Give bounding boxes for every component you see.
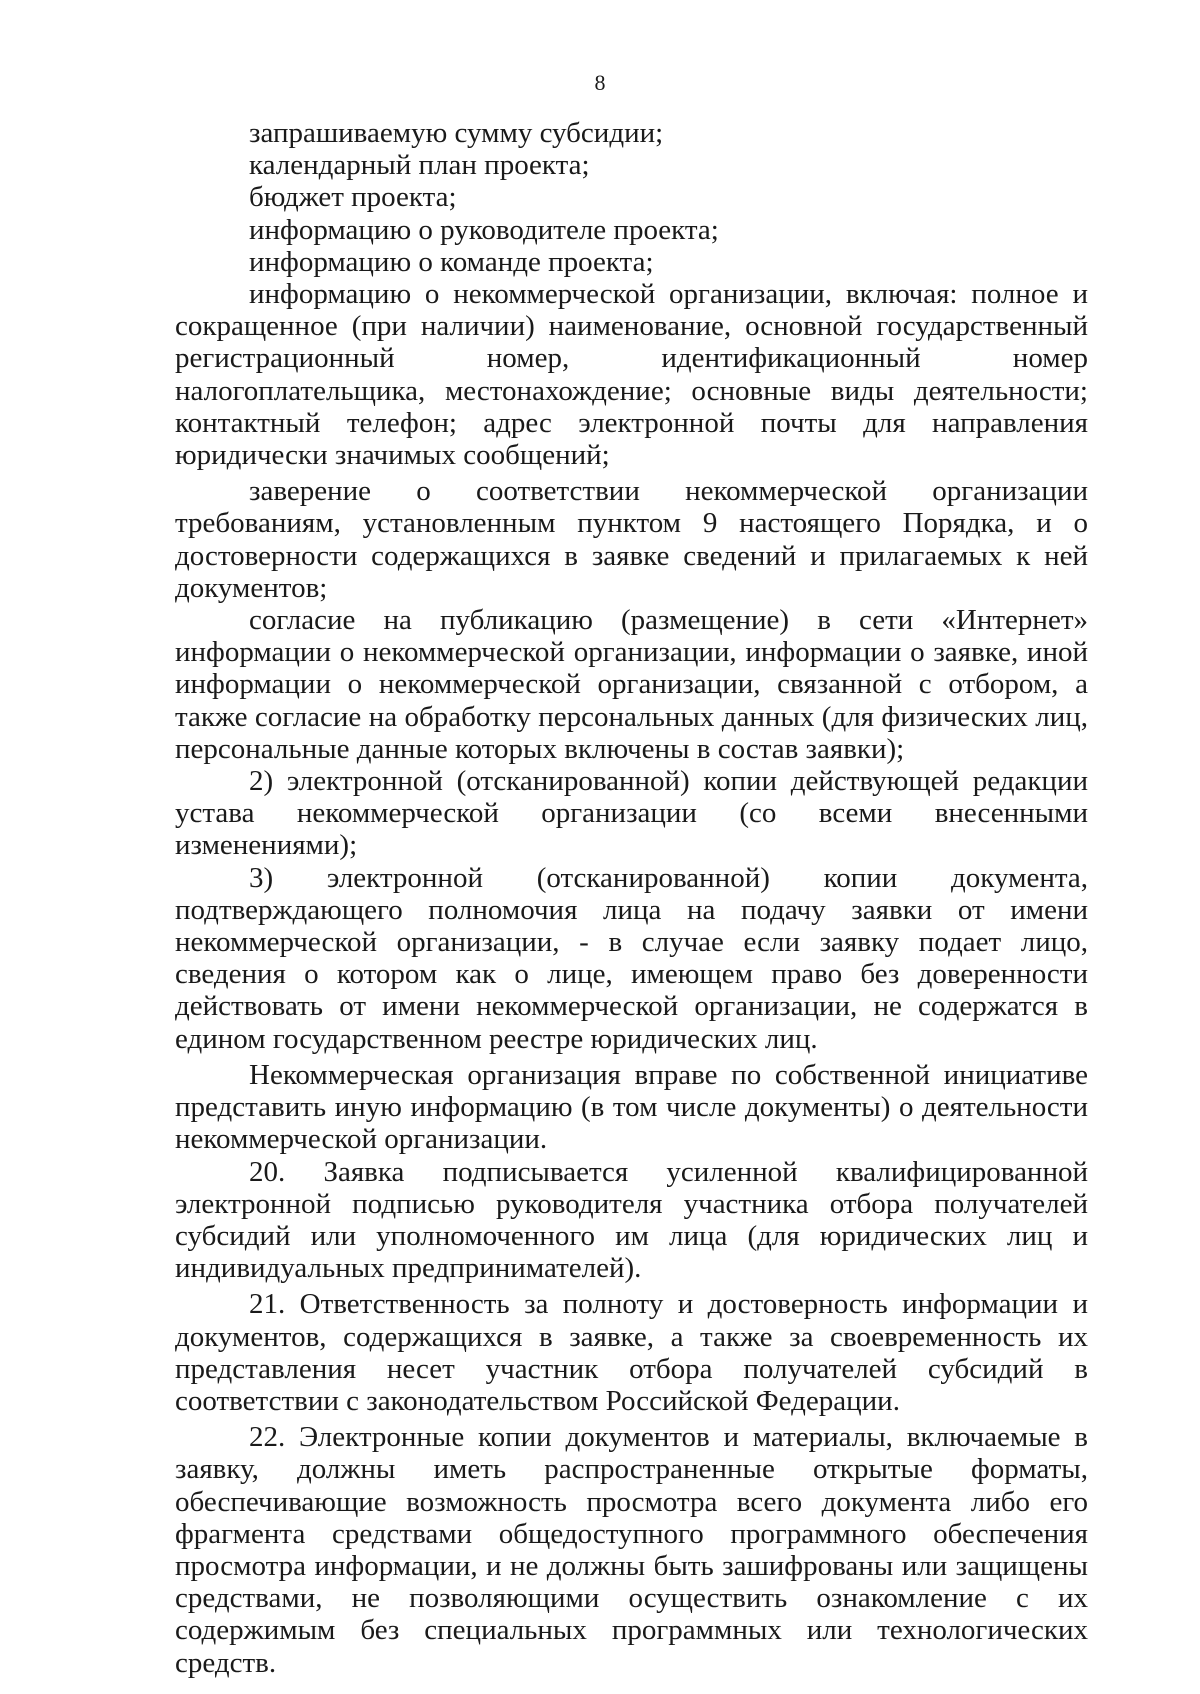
paragraph-21-responsibility: 21. Ответственность за полноту и достоверность информации и документов, содержащихся в заявке, а также за своевременность их представления несет участник отбора получателей субсидий в соответствии с законодательством Российской Федерации.	[175, 1288, 1088, 1417]
paragraph-22-file-formats: 22. Электронные копии документов и материалы, включаемые в заявку, должны иметь распространенные открытые форматы, обеспечивающие возможность просмотра всего документа либо его фрагмента средствами общедоступного программного обеспечения просмотра информации, и не должны быть зашифрованы или защищены средствами, не позволяющими осуществить ознакомление с их содержимым без специальных программных или технологических средств.	[175, 1421, 1088, 1679]
list-item-requested-subsidy: запрашиваемую сумму субсидии;	[249, 117, 664, 149]
document-body	[175, 117, 1088, 1679]
page-number: 8	[594, 70, 606, 95]
list-item-calendar-plan: календарный план проекта;	[249, 149, 590, 182]
list-item-publication-consent: согласие на публикацию (размещение) в сети «Интернет» информации о некоммерческой организации, информации о заявке, иной информации о некоммерческой организации, связанной с отбором, а также согласие на обработку персональных данных (для физических лиц, персональные данные которых включены в состав заявки);	[175, 604, 1088, 765]
paragraph-20-signature: 20. Заявка подписывается усиленной квалифицированной электронной подписью руководителя участника отбора получателей субсидий или уполномоченного им лица (для юридических лиц и индивидуальных предпринимателей).	[175, 1155, 1088, 1285]
list-item-project-team: информацию о команде проекта;	[249, 245, 654, 278]
list-item-project-budget: бюджет проекта;	[249, 181, 457, 214]
list-item-project-head: информацию о руководителе проекта;	[249, 213, 719, 246]
paragraph-authority-document: 3) электронной (отсканированной) копии документа, подтверждающего полномочия лица на подачу заявки от имени некоммерческой организации, - в случае если заявку подает лицо, сведения о котором как о лице, имеющем право без доверенности действовать от имени некоммерческой организации, не содержатся в едином государственном реестре юридических лиц.	[175, 861, 1088, 1055]
list-item-organization-info: информацию о некоммерческой организации, включая: полное и сокращенное (при наличии) наименование, основной государственный регистрационный номер, идентификационный номер налогоплательщика, местонахождение; основные виды деятельности; контактный телефон; адрес электронной почты для направления юридически значимых сообщений;	[175, 278, 1088, 472]
paragraph-charter-copy: 2) электронной (отсканированной) копии действующей редакции устава некоммерческой организации (со всеми внесенными изменениями);	[175, 765, 1088, 862]
list-item-compliance-assurance: заверение о соответствии некоммерческой организации требованиям, установленным пунктом 9 настоящего Порядка, и о достоверности содержащихся в заявке сведений и прилагаемых к ней документов;	[175, 475, 1088, 604]
paragraph-additional-info: Некоммерческая организация вправе по собственной инициативе представить иную информацию (в том числе документы) о деятельности некоммерческой организации.	[175, 1058, 1088, 1156]
